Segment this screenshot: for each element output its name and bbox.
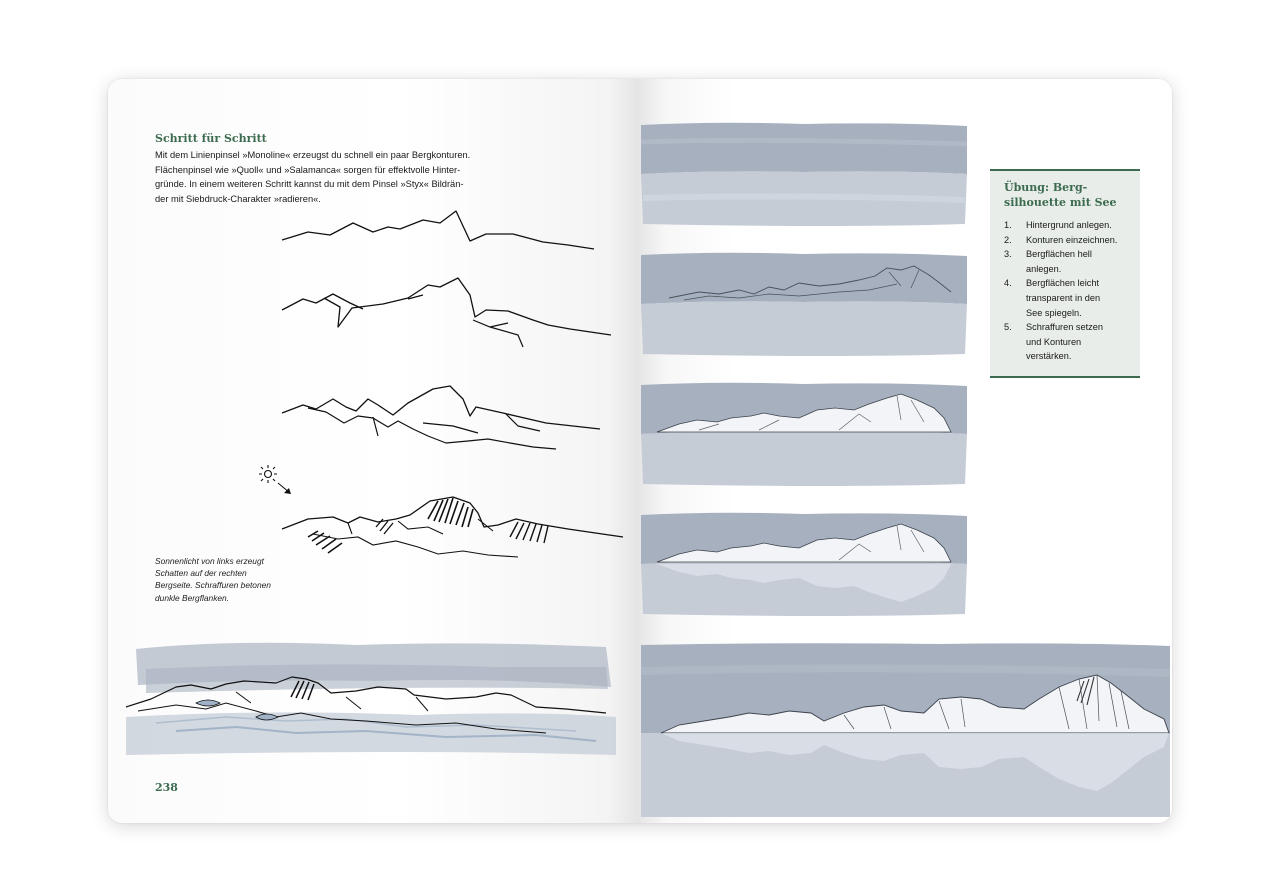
exercise-title <box>1004 180 1134 210</box>
intro-paragraph <box>155 148 515 206</box>
caption-line: Sonnenlicht von links erzeugt <box>155 556 264 566</box>
caption-line: dunkle Bergflanken. <box>155 592 230 603</box>
intro-line: gründe. In einem weiteren Schritt kannst du mit dem Pinsel »Styx« Bildrän- <box>155 179 464 190</box>
page-number-left: 238 <box>155 781 178 794</box>
caption-line: Bergseite. Schraffuren betonen <box>155 580 271 591</box>
exercise-title-line: silhouette mit See <box>1004 196 1117 209</box>
step-panel-1-background <box>639 120 969 230</box>
exercise-steps <box>1004 218 1138 364</box>
step-panel-3-light-areas <box>639 380 969 490</box>
intro-line: Mit dem Linienpinsel »Monoline« erzeugst du schnell ein paar Bergkonturen. <box>155 150 471 160</box>
exercise-step: 2. Konturen einzeichnen. <box>1004 234 1118 245</box>
section-heading: Schritt für Schritt <box>155 132 267 145</box>
exercise-step: 5. Schraffuren setzen und Konturen verstärken. <box>1004 322 1103 362</box>
colored-mountain-sketch <box>116 637 626 769</box>
exercise-box <box>990 169 1140 378</box>
exercise-step: 1. Hintergrund anlegen. <box>1004 220 1112 230</box>
exercise-step: 4. Bergflächen leicht transparent in den See spiegeln. <box>1004 278 1101 318</box>
book-spread <box>108 79 1172 823</box>
intro-line: Flächenpinsel wie »Quoll« und »Salamanca« sorgen für effektvolle Hinter- <box>155 164 461 175</box>
mountain-sketch-step-4 <box>278 489 628 569</box>
mountain-sketch-step-1 <box>278 207 608 257</box>
mountain-sketch-step-3 <box>278 381 608 461</box>
step-panel-4-reflection <box>639 510 969 620</box>
intro-line: der mit Siebdruck-Charakter »radieren«. <box>155 193 321 204</box>
left-page <box>108 79 639 823</box>
final-mountain-lake-painting <box>639 641 1172 821</box>
sketch-caption <box>155 555 295 604</box>
exercise-title-line: Übung: Berg- <box>1004 181 1088 194</box>
step-panel-2-contours <box>639 250 969 360</box>
mountain-sketch-step-2 <box>278 275 618 355</box>
caption-line: Schatten auf der rechten <box>155 568 247 579</box>
exercise-step: 3. Bergflächen hell anlegen. <box>1004 249 1092 274</box>
